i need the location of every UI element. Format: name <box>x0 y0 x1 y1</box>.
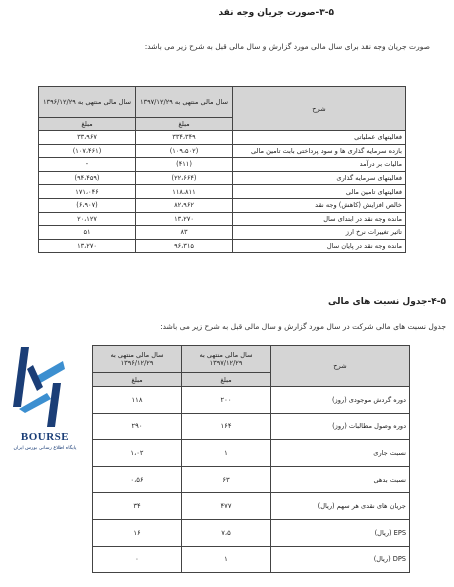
row-description: دوره وصول مطالبات (روز) <box>271 413 410 440</box>
table-row <box>93 440 410 467</box>
logo-text: BOURSE <box>20 431 70 443</box>
row-description: EPS (ریال) <box>271 519 410 546</box>
current-year-value: (۱۰۹،۵۰۲) <box>136 144 233 158</box>
table-row <box>39 212 406 226</box>
current-year-value: (۴۱۱) <box>136 158 233 172</box>
row-description: فعالیتهای عملیاتی <box>233 131 406 145</box>
previous-year-value: ۱۶ <box>93 519 182 546</box>
row-description: نسبت بدهی <box>271 466 410 493</box>
table-row <box>39 185 406 199</box>
previous-year-value: ۱۳،۲۷۰ <box>39 239 136 253</box>
current-year-value: ۱۱۸،۸۱۱ <box>136 185 233 199</box>
previous-year-value: - <box>39 158 136 172</box>
current-year-value: ۴۷۷ <box>182 493 271 520</box>
section-intro-ratios: جدول نسبت های مالی شرکت در سال مورد گزارش و سال مالی قبل به شرح زیر می باشد: <box>160 322 446 331</box>
column-header-current: سال مالی منتهی به ۱۳۹۷/۱۲/۲۹ <box>136 87 233 118</box>
row-description: فعالیتهای سرمایه گذاری <box>233 171 406 185</box>
table-row <box>93 493 410 520</box>
row-description: دوره گردش موجودی (روز) <box>271 387 410 414</box>
previous-year-value: ۱۷۱،۰۴۶ <box>39 185 136 199</box>
table-row <box>93 387 410 414</box>
table-row <box>93 413 410 440</box>
row-description: مانده وجه نقد در ابتدای سال <box>233 212 406 226</box>
bourse-logo-icon <box>13 347 77 429</box>
table-row <box>39 239 406 253</box>
previous-year-value: ۰،۵۶ <box>93 466 182 493</box>
amount-label: مبلغ <box>182 373 271 387</box>
previous-year-value: (۹۴،۴۵۹) <box>39 171 136 185</box>
previous-year-value: ۱،۰۲ <box>93 440 182 467</box>
amount-label: مبلغ <box>93 373 182 387</box>
current-year-value: ۹۶،۳۱۵ <box>136 239 233 253</box>
previous-year-value: (۱۰۷،۴۶۱) <box>39 144 136 158</box>
bourse-logo <box>13 347 77 460</box>
table-row <box>39 131 406 145</box>
current-year-value: ۷،۵ <box>182 519 271 546</box>
previous-year-value: ۲۰،۱۲۷ <box>39 212 136 226</box>
current-year-value: (۲۲،۶۶۴) <box>136 171 233 185</box>
table-row <box>93 466 410 493</box>
column-header-desc: شرح <box>271 346 410 387</box>
current-year-value: ۸۲،۹۶۲ <box>136 198 233 212</box>
table-row <box>93 546 410 573</box>
current-year-value: ۶۳ <box>182 466 271 493</box>
current-year-value: ۱ <box>182 546 271 573</box>
amount-label: مبلغ <box>136 118 233 131</box>
previous-year-value: ۳۳،۹۶۷ <box>39 131 136 145</box>
section-intro-cash-flow: صورت جریان وجه نقد برای سال مالی مورد گزارش و سال مالی قبل به شرح زیر می باشد: <box>144 42 430 51</box>
row-description: DPS (ریال) <box>271 546 410 573</box>
cash-flow-table <box>38 86 406 253</box>
row-description: تاثیر تغییرات نرخ ارز <box>233 226 406 240</box>
table-row <box>39 226 406 240</box>
financial-ratios-table <box>92 345 410 573</box>
previous-year-value: ۲۹۰ <box>93 413 182 440</box>
row-description: بازده سرمایه گذاری ها و سود پرداختی بابت تامین مالی <box>233 144 406 158</box>
current-year-value: ۱۳،۲۷۰ <box>136 212 233 226</box>
table-row <box>39 198 406 212</box>
section-heading-cash-flow: ۳-۵-صورت جریان وجه نقد <box>218 8 334 18</box>
column-header-prev: سال مالی منتهی به ۱۳۹۶/۱۲/۲۹ <box>39 87 136 118</box>
row-description: جریان های نقدی هر سهم (ریال) <box>271 493 410 520</box>
row-description: مالیات بر درآمد <box>233 158 406 172</box>
current-year-value: ۸۳ <box>136 226 233 240</box>
current-year-value: ۱ <box>182 440 271 467</box>
previous-year-value: ۰ <box>93 546 182 573</box>
current-year-value: ۳۳۴،۳۴۹ <box>136 131 233 145</box>
table-row <box>39 171 406 185</box>
column-header-current: سال مالی منتهی به ۱۳۹۷/۱۲/۲۹ <box>182 346 271 373</box>
column-header-prev: سال مالی منتهی به ۱۳۹۶/۱۲/۲۹ <box>93 346 182 373</box>
column-header-desc: شرح <box>233 87 406 131</box>
logo-subtitle: پایگاه اطلاع رسانی بورس ایران <box>13 446 77 451</box>
table-row <box>93 519 410 546</box>
section-heading-ratios: ۴-۵-جدول نسبت های مالی <box>327 297 446 307</box>
row-description: خالص افزایش (کاهش) وجه نقد <box>233 198 406 212</box>
table-row <box>39 144 406 158</box>
table-row <box>39 158 406 172</box>
row-description: مانده وجه نقد در پایان سال <box>233 239 406 253</box>
current-year-value: ۱۶۴ <box>182 413 271 440</box>
amount-label: مبلغ <box>39 118 136 131</box>
row-description: فعالیتهای تامین مالی <box>233 185 406 199</box>
previous-year-value: ۳۴ <box>93 493 182 520</box>
previous-year-value: ۵۱ <box>39 226 136 240</box>
previous-year-value: (۶،۹۰۷) <box>39 198 136 212</box>
row-description: نسبت جاری <box>271 440 410 467</box>
current-year-value: ۲۰۰ <box>182 387 271 414</box>
previous-year-value: ۱۱۸ <box>93 387 182 414</box>
